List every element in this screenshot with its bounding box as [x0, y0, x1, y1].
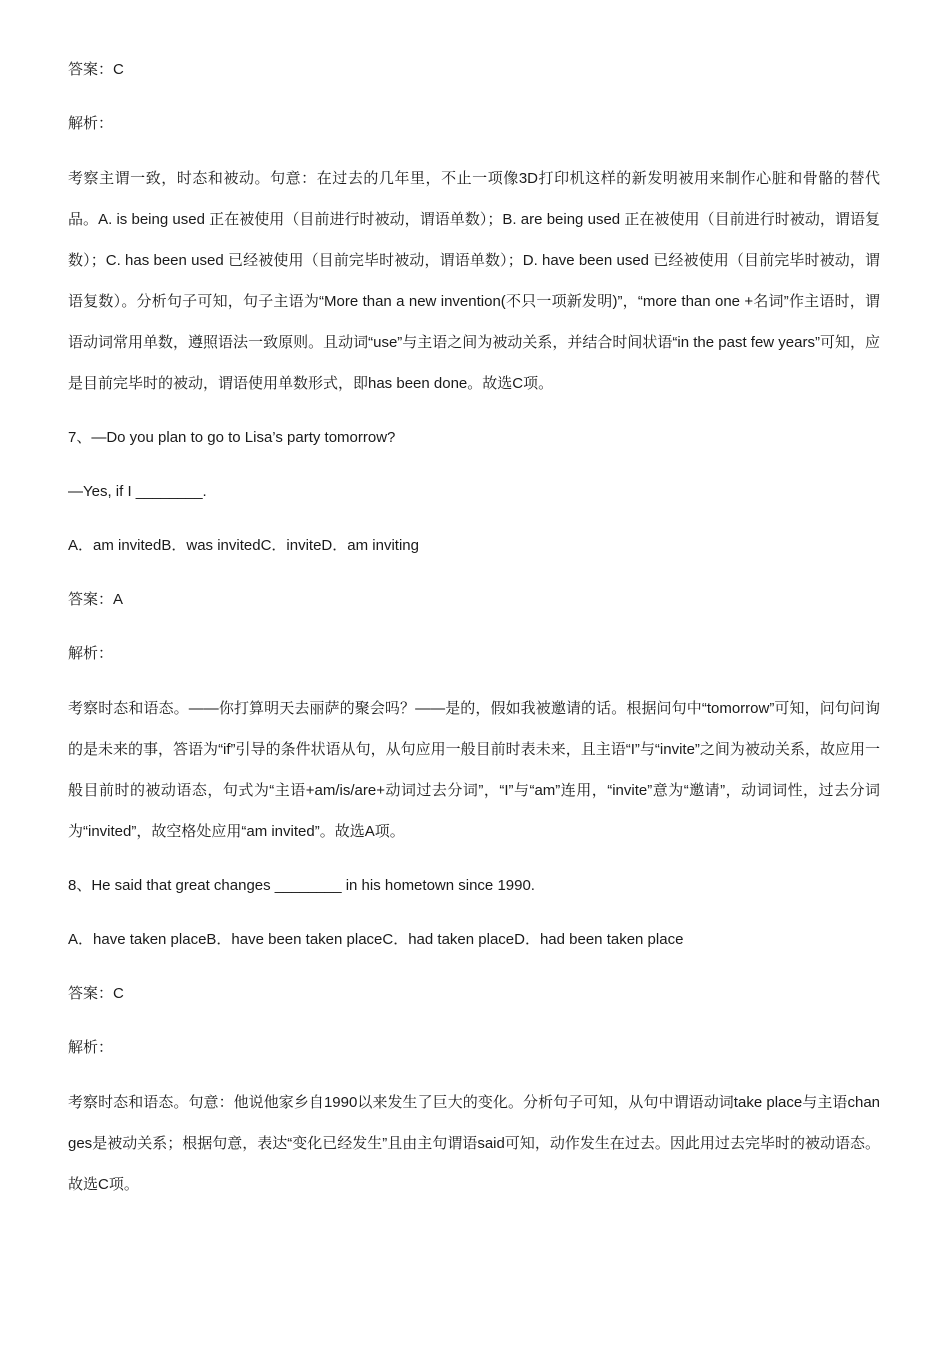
q6-analysis-label: 解析：	[68, 115, 114, 132]
q7-options: A．am invitedB．was invitedC．inviteD．am inviting	[68, 537, 419, 554]
q6-answer: 答案：C	[68, 61, 124, 78]
q6-analysis: 考察主谓一致，时态和被动。句意：在过去的几年里，不止一项像3D打印机这样的新发明被用来制作心脏和骨骼的替代品。A. is being used 正在被使用（目前进行时被动，谓语单数）；B. are being used 正在被使用（目前进行时被动，谓语复数）；C. has been used 已经被使用（目前完毕时被动，谓语单数）；D. have been used 已经被使用（目前完毕时被动，谓语复数）。分析句子可知，句子主语为“More than a new invention(不只一项新发明)”，“more than one +名词”作主语时，谓语动词常用单数，遵照语法一致原则。且动词“use”与主语之间为被动关系，并结合时间状语“in the past few years”可知，应是目前完毕时的被动，谓语使用单数形式，即has been done。故选C项。	[68, 170, 880, 392]
q8-answer: 答案：C	[68, 985, 124, 1002]
q8-analysis-label: 解析：	[68, 1039, 114, 1056]
q7-question: 7、—Do you plan to go to Lisa’s party tomorrow?	[68, 429, 396, 446]
q7-answer: 答案：A	[68, 591, 124, 608]
q7-reply: —Yes, if I ________.	[68, 483, 207, 500]
q7-analysis-label: 解析：	[68, 645, 114, 662]
q8-analysis: 考察时态和语态。句意：他说他家乡自1990以来发生了巨大的变化。分析句子可知，从句中谓语动词take place与主语changes是被动关系；根据句意，表达“变化已经发生”且由主句谓语said可知，动作发生在过去。因此用过去完毕时的被动语态。故选C项。	[68, 1094, 880, 1193]
q8-options: A．have taken placeB．have been taken placeC．had taken placeD．had been taken place	[68, 931, 684, 948]
q7-analysis: 考察时态和语态。——你打算明天去丽萨的聚会吗？——是的，假如我被邀请的话。根据问句中“tomorrow”可知，问句问询的是未来的事，答语为“if”引导的条件状语从句，从句应用一般目前时表未来，且主语“I”与“invite”之间为被动关系，故应用一般目前时的被动语态，句式为“主语+am/is/are+动词过去分词”，“I”与“am”连用，“invite”意为“邀请”，动词词性，过去分词为“invited”，故空格处应用“am invited”。故选A项。	[68, 700, 880, 840]
q8-question: 8、He said that great changes ________ in his hometown since 1990.	[68, 877, 535, 894]
document-content	[68, 58, 880, 1227]
